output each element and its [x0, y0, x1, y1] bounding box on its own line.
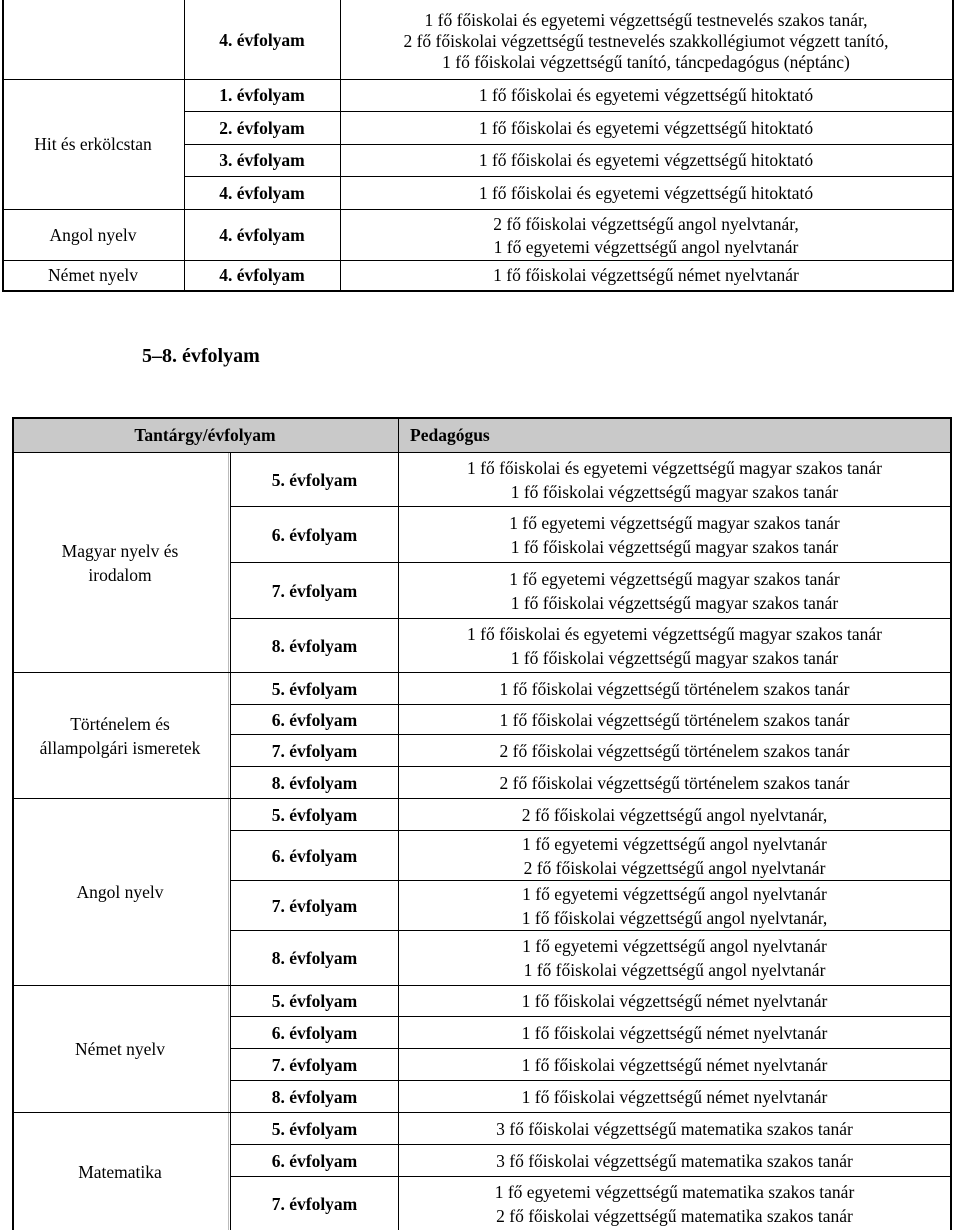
top-row-grade: 4. évfolyam — [219, 182, 305, 203]
row-grade: 6. évfolyam — [271, 709, 358, 730]
row-teacher: 3 fő főiskolai végzettségű matematika szakos tanár — [496, 1150, 853, 1171]
row-grade: 5. évfolyam — [271, 804, 358, 825]
row-teacher: 1 fő főiskolai végzettségű német nyelvtanár — [521, 1054, 828, 1075]
row-grade: 8. évfolyam — [271, 635, 358, 656]
row-grade: 5. évfolyam — [271, 469, 358, 490]
row-grade: 6. évfolyam — [271, 845, 358, 866]
subject-nemet: Német nyelv — [75, 1039, 165, 1059]
row-grade: 7. évfolyam — [271, 740, 358, 761]
row-teacher: 3 fő főiskolai végzettségű matematika szakos tanár — [496, 1118, 853, 1139]
header-teacher: Pedagógus — [410, 425, 490, 445]
row-teacher: 1 fő főiskolai végzettségű német nyelvtanár — [521, 1022, 828, 1043]
row-grade: 6. évfolyam — [271, 1150, 358, 1171]
subject-nemet-nyelv: Német nyelv — [48, 265, 138, 285]
row-teacher: 1 fő főiskolai végzettségű történelem szakos tanár — [499, 709, 850, 730]
top-row-teacher: 1 fő főiskolai és egyetemi végzettségű hitoktató — [478, 117, 814, 138]
top-row-grade: 2. évfolyam — [219, 117, 305, 138]
row-grade: 6. évfolyam — [271, 524, 358, 545]
row-grade: 8. évfolyam — [271, 948, 358, 968]
row-teacher: 2 fő főiskolai végzettségű történelem szakos tanár — [499, 772, 850, 793]
row-grade: 8. évfolyam — [271, 772, 358, 793]
row-grade: 7. évfolyam — [271, 895, 358, 916]
subject-matek: Matematika — [78, 1161, 162, 1182]
subject-angol: Angol nyelv — [76, 882, 164, 902]
row-teacher: 1 fő egyetemi végzettségű magyar szakos tanár 1 fő főiskolai végzettségű magyar szakos tanár — [509, 512, 840, 557]
row-teacher: 1 fő főiskolai végzettségű német nyelvtanár — [521, 991, 828, 1011]
subject-magyar: Magyar nyelv és irodalom — [61, 540, 179, 585]
section-heading: 5–8. évfolyam — [142, 345, 260, 367]
row-teacher: 1 fő egyetemi végzettségű angol nyelvtanár 1 fő főiskolai végzettségű angol nyelvtanár — [522, 936, 827, 980]
top-row-teacher: 1 fő főiskolai és egyetemi végzettségű testnevelés szakos tanár, 2 fő főiskolai végzettségű testnevelés szakkollégiumot végzett tanító, 1 fő főiskolai végzettségű tanító, táncpedagógus (néptánc) — [403, 9, 889, 72]
top-row-grade: 4. évfolyam — [219, 29, 305, 50]
subject-hit-es-erkolcstan: Hit és erkölcstan — [34, 134, 152, 154]
top-row-teacher: 1 fő főiskolai és egyetemi végzettségű hitoktató — [478, 182, 814, 203]
row-teacher: 2 fő főiskolai végzettségű angol nyelvtanár, — [521, 804, 828, 825]
top-row-grade: 1. évfolyam — [219, 85, 305, 105]
top-row-teacher: 2 fő főiskolai végzettségű angol nyelvtanár, 1 fő egyetemi végzettségű angol nyelvtanár — [493, 213, 799, 257]
row-grade: 5. évfolyam — [271, 678, 358, 699]
top-row-grade: 3. évfolyam — [219, 150, 305, 170]
top-row-teacher: 1 fő főiskolai végzettségű német nyelvtanár — [493, 265, 799, 285]
row-teacher: 1 fő egyetemi végzettségű angol nyelvtanár 1 fő főiskolai végzettségű angol nyelvtanár, — [521, 883, 828, 928]
row-grade: 5. évfolyam — [271, 991, 358, 1011]
row-grade: 5. évfolyam — [271, 1118, 358, 1139]
row-teacher: 2 fő főiskolai végzettségű történelem szakos tanár — [499, 740, 850, 761]
top-row-teacher: 1 fő főiskolai és egyetemi végzettségű hitoktató — [478, 150, 814, 170]
row-teacher: 1 fő főiskolai és egyetemi végzettségű magyar szakos tanár 1 fő főiskolai végzettségű magyar szakos tanár — [467, 623, 882, 668]
header-subject: Tantárgy/évfolyam — [134, 425, 276, 445]
row-teacher: 1 fő főiskolai végzettségű történelem szakos tanár — [499, 678, 850, 699]
row-teacher: 1 fő egyetemi végzettségű angol nyelvtanár 2 fő főiskolai végzettségű angol nyelvtanár — [522, 833, 827, 878]
row-grade: 7. évfolyam — [271, 1193, 358, 1214]
subject-tortenelem: Történelem és állampolgári ismeretek — [39, 713, 201, 758]
row-grade: 7. évfolyam — [271, 1054, 358, 1075]
row-grade: 6. évfolyam — [271, 1022, 358, 1043]
subject-angol-nyelv: Angol nyelv — [49, 224, 137, 245]
top-row-grade: 4. évfolyam — [219, 265, 305, 285]
row-teacher: 1 fő egyetemi végzettségű matematika szakos tanár 2 fő főiskolai végzettségű matematika szakos tanár — [494, 1181, 855, 1226]
top-row-teacher: 1 fő főiskolai és egyetemi végzettségű hitoktató — [478, 85, 814, 105]
row-grade: 8. évfolyam — [271, 1086, 358, 1107]
row-teacher: 1 fő főiskolai és egyetemi végzettségű magyar szakos tanár 1 fő főiskolai végzettségű magyar szakos tanár — [467, 457, 882, 502]
row-grade: 7. évfolyam — [271, 580, 358, 601]
top-row-grade: 4. évfolyam — [219, 224, 305, 245]
row-teacher: 1 fő főiskolai végzettségű német nyelvtanár — [521, 1086, 828, 1107]
row-teacher: 1 fő egyetemi végzettségű magyar szakos tanár 1 fő főiskolai végzettségű magyar szakos tanár — [509, 568, 840, 613]
